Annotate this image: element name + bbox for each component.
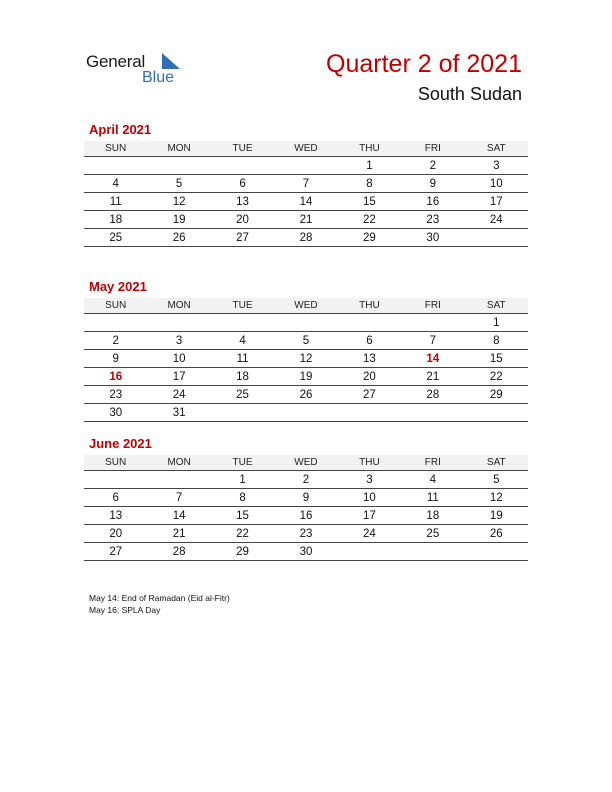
day-cell: 22: [338, 211, 401, 229]
weekday-header: MON: [147, 298, 210, 314]
weekday-header: MON: [147, 455, 210, 471]
week-row: [84, 525, 528, 543]
day-cell: 24: [147, 386, 210, 404]
day-cell: 8: [465, 332, 528, 350]
country-name: South Sudan: [417, 84, 522, 104]
day-cell: 6: [211, 175, 274, 193]
day-cell: 10: [465, 175, 528, 193]
day-cell: 7: [147, 489, 210, 507]
weekday-header-row: [84, 141, 528, 157]
weekday-header-row: [84, 298, 528, 314]
day-cell: 2: [84, 332, 147, 350]
day-cell: 24: [338, 525, 401, 543]
empty-day-cell: [401, 543, 464, 561]
weekday-header: FRI: [401, 455, 464, 471]
day-cell: 20: [211, 211, 274, 229]
empty-day-cell: [211, 314, 274, 332]
empty-day-cell: [465, 543, 528, 561]
empty-day-cell: [274, 404, 337, 422]
day-cell: 12: [465, 489, 528, 507]
day-cell: 6: [84, 489, 147, 507]
week-row: [84, 507, 528, 525]
day-cell: 13: [338, 350, 401, 368]
month-block-april: [84, 122, 528, 247]
holiday-day-cell: 14: [401, 350, 464, 368]
day-cell: 30: [84, 404, 147, 422]
week-row: [84, 350, 528, 368]
day-cell: 3: [465, 157, 528, 175]
day-cell: 5: [274, 332, 337, 350]
weekday-header: SAT: [465, 141, 528, 157]
logo-flag-icon: [160, 53, 180, 69]
week-row: [84, 489, 528, 507]
day-cell: 3: [338, 471, 401, 489]
weekday-header: WED: [274, 298, 337, 314]
empty-day-cell: [338, 314, 401, 332]
empty-day-cell: [211, 404, 274, 422]
logo-text-blue: Blue: [142, 69, 175, 86]
weekday-header: MON: [147, 141, 210, 157]
day-cell: 22: [465, 368, 528, 386]
day-cell: 18: [211, 368, 274, 386]
day-cell: 20: [338, 368, 401, 386]
holiday-notes: [89, 592, 230, 616]
day-cell: 11: [84, 193, 147, 211]
day-cell: 3: [147, 332, 210, 350]
day-cell: 11: [211, 350, 274, 368]
day-cell: 4: [401, 471, 464, 489]
weekday-header: FRI: [401, 298, 464, 314]
day-cell: 15: [211, 507, 274, 525]
empty-day-cell: [338, 404, 401, 422]
day-cell: 11: [401, 489, 464, 507]
day-cell: 16: [401, 193, 464, 211]
empty-day-cell: [84, 314, 147, 332]
weekday-header: SUN: [84, 141, 147, 157]
day-cell: 1: [211, 471, 274, 489]
day-cell: 12: [274, 350, 337, 368]
month-title: April 2021: [89, 122, 152, 137]
day-cell: 27: [338, 386, 401, 404]
weekday-header: THU: [338, 141, 401, 157]
weekday-header: SUN: [84, 455, 147, 471]
day-cell: 5: [465, 471, 528, 489]
day-cell: 30: [401, 229, 464, 247]
day-cell: 28: [147, 543, 210, 561]
day-cell: 6: [338, 332, 401, 350]
empty-day-cell: [338, 543, 401, 561]
month-calendar: [84, 455, 528, 561]
day-cell: 9: [401, 175, 464, 193]
empty-day-cell: [84, 157, 147, 175]
empty-day-cell: [147, 314, 210, 332]
day-cell: 2: [401, 157, 464, 175]
empty-day-cell: [401, 314, 464, 332]
day-cell: 19: [274, 368, 337, 386]
day-cell: 27: [211, 229, 274, 247]
day-cell: 19: [465, 507, 528, 525]
day-cell: 28: [274, 229, 337, 247]
day-cell: 8: [338, 175, 401, 193]
day-cell: 23: [274, 525, 337, 543]
empty-day-cell: [465, 404, 528, 422]
day-cell: 7: [274, 175, 337, 193]
day-cell: 13: [211, 193, 274, 211]
week-row: [84, 211, 528, 229]
day-cell: 17: [147, 368, 210, 386]
week-row: [84, 404, 528, 422]
week-row: [84, 368, 528, 386]
day-cell: 21: [274, 211, 337, 229]
week-row: [84, 175, 528, 193]
week-row: [84, 386, 528, 404]
weekday-header: SUN: [84, 298, 147, 314]
day-cell: 16: [274, 507, 337, 525]
weekday-header: TUE: [211, 298, 274, 314]
empty-day-cell: [147, 471, 210, 489]
day-cell: 22: [211, 525, 274, 543]
day-cell: 13: [84, 507, 147, 525]
week-row: [84, 314, 528, 332]
day-cell: 19: [147, 211, 210, 229]
day-cell: 20: [84, 525, 147, 543]
day-cell: 26: [274, 386, 337, 404]
day-cell: 24: [465, 211, 528, 229]
week-row: [84, 193, 528, 211]
month-block-may: [84, 279, 528, 422]
day-cell: 30: [274, 543, 337, 561]
day-cell: 31: [147, 404, 210, 422]
generalblue-logo: [86, 50, 186, 90]
empty-day-cell: [211, 157, 274, 175]
week-row: [84, 543, 528, 561]
day-cell: 7: [401, 332, 464, 350]
week-row: [84, 332, 528, 350]
empty-day-cell: [84, 471, 147, 489]
weekday-header: SAT: [465, 298, 528, 314]
empty-day-cell: [274, 157, 337, 175]
month-title: May 2021: [89, 279, 147, 294]
day-cell: 12: [147, 193, 210, 211]
day-cell: 26: [147, 229, 210, 247]
weekday-header: WED: [274, 455, 337, 471]
week-row: [84, 157, 528, 175]
day-cell: 29: [465, 386, 528, 404]
day-cell: 21: [401, 368, 464, 386]
day-cell: 14: [274, 193, 337, 211]
day-cell: 9: [84, 350, 147, 368]
day-cell: 17: [338, 507, 401, 525]
day-cell: 18: [401, 507, 464, 525]
weekday-header: THU: [338, 298, 401, 314]
day-cell: 25: [211, 386, 274, 404]
month-calendar: [84, 298, 528, 422]
day-cell: 1: [465, 314, 528, 332]
weekday-header: THU: [338, 455, 401, 471]
empty-day-cell: [465, 229, 528, 247]
empty-day-cell: [274, 314, 337, 332]
week-row: [84, 471, 528, 489]
day-cell: 9: [274, 489, 337, 507]
month-title: June 2021: [89, 436, 152, 451]
holiday-day-cell: 16: [84, 368, 147, 386]
weekday-header: TUE: [211, 141, 274, 157]
day-cell: 17: [465, 193, 528, 211]
day-cell: 1: [338, 157, 401, 175]
empty-day-cell: [147, 157, 210, 175]
day-cell: 21: [147, 525, 210, 543]
logo-text-general: General: [86, 52, 146, 71]
day-cell: 14: [147, 507, 210, 525]
day-cell: 23: [84, 386, 147, 404]
day-cell: 28: [401, 386, 464, 404]
day-cell: 10: [338, 489, 401, 507]
day-cell: 25: [84, 229, 147, 247]
empty-day-cell: [401, 404, 464, 422]
day-cell: 8: [211, 489, 274, 507]
holiday-note: May 14: End of Ramadan (Eid al-Fitr): [89, 593, 230, 603]
month-calendar: [84, 141, 528, 247]
day-cell: 18: [84, 211, 147, 229]
day-cell: 4: [84, 175, 147, 193]
quarter-title: Quarter 2 of 2021: [326, 50, 522, 78]
day-cell: 23: [401, 211, 464, 229]
day-cell: 4: [211, 332, 274, 350]
day-cell: 27: [84, 543, 147, 561]
day-cell: 29: [338, 229, 401, 247]
day-cell: 25: [401, 525, 464, 543]
week-row: [84, 229, 528, 247]
weekday-header: FRI: [401, 141, 464, 157]
day-cell: 29: [211, 543, 274, 561]
day-cell: 15: [338, 193, 401, 211]
day-cell: 10: [147, 350, 210, 368]
holiday-note: May 16: SPLA Day: [89, 605, 161, 615]
day-cell: 15: [465, 350, 528, 368]
day-cell: 26: [465, 525, 528, 543]
month-block-june: [84, 436, 528, 561]
day-cell: 2: [274, 471, 337, 489]
weekday-header-row: [84, 455, 528, 471]
weekday-header: TUE: [211, 455, 274, 471]
weekday-header: WED: [274, 141, 337, 157]
weekday-header: SAT: [465, 455, 528, 471]
day-cell: 5: [147, 175, 210, 193]
